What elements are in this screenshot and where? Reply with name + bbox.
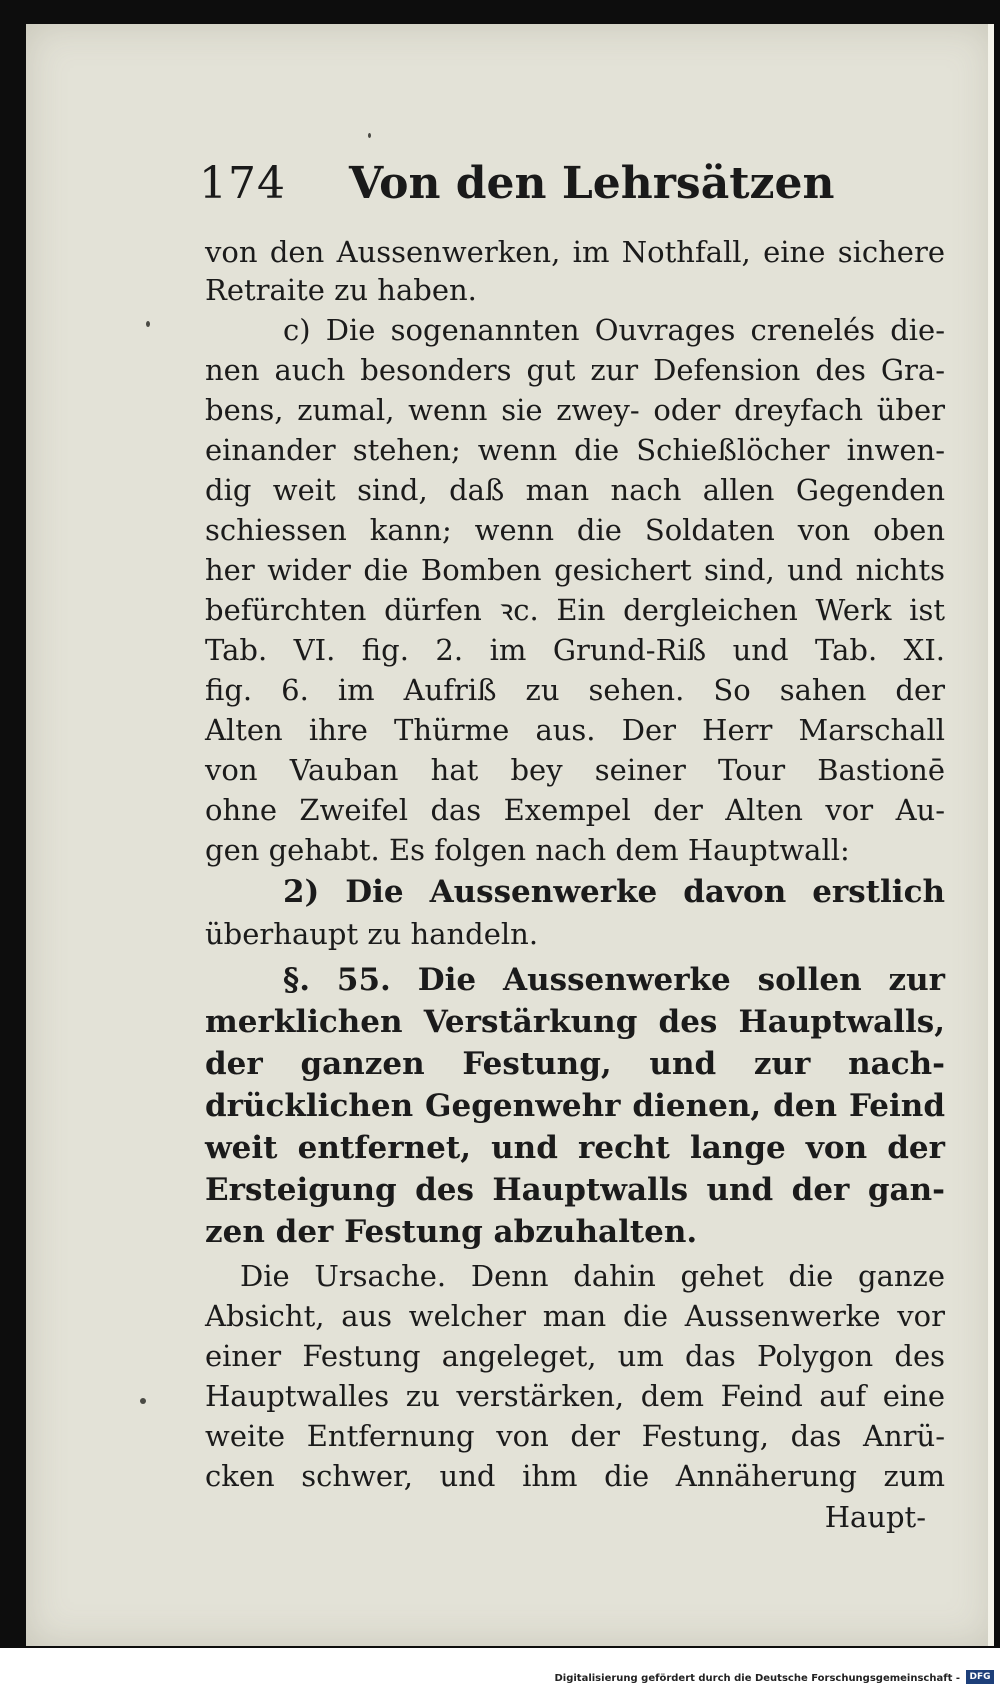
text-line: c) Die sogenannten Ouvrages crenelés die- xyxy=(283,313,945,347)
text-line: Absicht, aus welcher man die Aussenwerke vor xyxy=(205,1299,945,1333)
text-line: merklichen Verstärkung des Hauptwalls, xyxy=(205,1004,945,1040)
text-line: zen der Festung abzuhalten. xyxy=(205,1214,698,1250)
text-line: gen gehabt. Es folgen nach dem Hauptwall: xyxy=(205,833,850,867)
page-header xyxy=(199,158,979,228)
paragraph-heading: §. 55. Die Aussenwerke sollen zur xyxy=(283,962,945,998)
running-title: Von den Lehrsätzen xyxy=(349,158,835,209)
text-line: befürchten dürfen ꝛc. Ein dergleichen Werk ist xyxy=(205,593,945,627)
text-line: einander stehen; wenn die Schießlöcher inwen- xyxy=(205,433,945,467)
page-number: 174 xyxy=(199,158,286,209)
text-line: der ganzen Festung, und zur nach- xyxy=(205,1046,945,1082)
ink-spot xyxy=(368,133,371,138)
text-line: ohne Zweifel das Exempel der Alten vor Au- xyxy=(205,793,945,827)
text-line: einer Festung angeleget, um das Polygon des xyxy=(205,1339,945,1373)
section-heading: 2) Die Aussenwerke davon erstlich xyxy=(283,874,945,910)
text-line: Tab. VI. fig. 2. im Grund-Riß und Tab. XI. xyxy=(205,633,945,667)
text-line: Alten ihre Thürme aus. Der Herr Marschall xyxy=(205,713,945,747)
catchword: Haupt- xyxy=(824,1500,926,1534)
text-line: überhaupt zu handeln. xyxy=(205,917,539,951)
page-edge xyxy=(988,24,994,1646)
ink-spot xyxy=(146,321,150,327)
ink-spot xyxy=(140,1398,146,1404)
dfg-logo: DFG xyxy=(966,1670,994,1684)
text-line: drücklichen Gegenwehr dienen, den Feind xyxy=(205,1088,945,1124)
text-line: weit entfernet, und recht lange von der xyxy=(205,1130,945,1166)
text-line: Die Ursache. Denn dahin gehet die ganze xyxy=(240,1259,945,1293)
text-line: schiessen kann; wenn die Soldaten von oben xyxy=(205,513,945,547)
text-line: fig. 6. im Aufriß zu sehen. So sahen der xyxy=(205,673,945,707)
text-line: bens, zumal, wenn sie zwey- oder dreyfach über xyxy=(205,393,945,427)
text-line: dig weit sind, daß man nach allen Gegenden xyxy=(205,473,945,507)
text-line: weite Entfernung von der Festung, das Anrü- xyxy=(205,1419,945,1453)
text-line: nen auch besonders gut zur Defension des Gra- xyxy=(205,353,945,387)
text-line: von den Aussenwerken, im Nothfall, eine sichere xyxy=(205,235,945,269)
text-line: Ersteigung des Hauptwalls und der gan- xyxy=(205,1172,945,1208)
text-line: cken schwer, und ihm die Annäherung zum xyxy=(205,1459,945,1493)
funding-notice: Digitalisierung gefördert durch die Deutsche Forschungsgemeinschaft - xyxy=(554,1673,960,1684)
text-line: her wider die Bomben gesichert sind, und nichts xyxy=(205,553,945,587)
text-line: Hauptwalles zu verstärken, dem Feind auf eine xyxy=(205,1379,945,1413)
text-line: von Vauban hat bey seiner Tour Bastionē xyxy=(205,753,945,787)
text-line: Retraite zu haben. xyxy=(205,273,477,307)
